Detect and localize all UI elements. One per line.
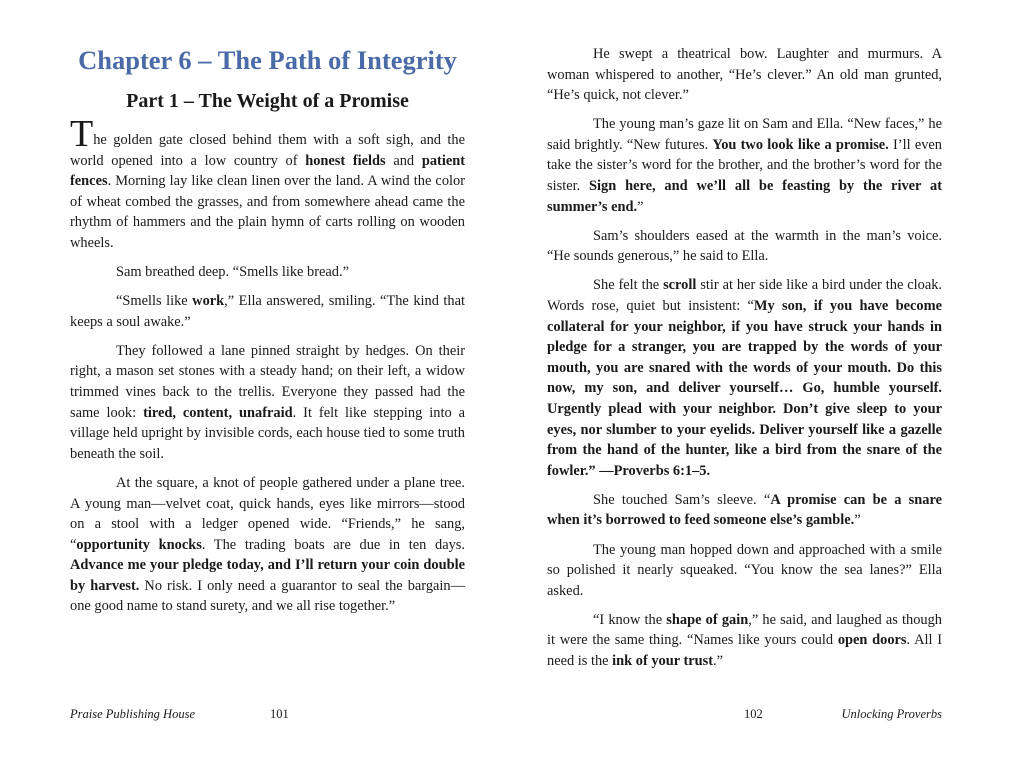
text-run: ” — [637, 198, 644, 215]
paragraph — [70, 341, 465, 465]
bold-text: You two look like a promise. — [712, 136, 889, 153]
bold-text: opportunity knocks — [76, 536, 202, 553]
bold-text: scroll — [663, 277, 697, 294]
text-run: She touched Sam’s sleeve. “ — [593, 491, 771, 508]
text-run: They followed a lane pinned straight by hedges. On their right, a mason set stones with a steady hand; on their left, a widow trimmed vines back to the trellis. Everyone they passed had the same look: — [70, 342, 465, 421]
text-run: . It felt like stepping into a village held upright by invisible cords, each house tied to some truth beneath the soil. — [70, 404, 465, 462]
scripture-paragraph — [547, 275, 942, 481]
text-run: At the square, a knot of people gathered under a plane tree. A young man—velvet coat, quick hands, eyes like mirrors—stood on a stool with a ledger opened wide. “Friends,” he sang, “ — [70, 474, 465, 553]
bold-text: Advance me your pledge today, and I’ll return your coin double by harvest. — [70, 557, 465, 594]
page-number-left: 101 — [270, 707, 289, 721]
drop-cap: T — [70, 113, 94, 155]
paragraph — [547, 610, 942, 672]
text-run: ,” he said, and laughed as though it were the same thing. “Names like yours could — [547, 611, 942, 649]
text-run: . Morning lay like clean linen over the land. A wind the color of wheat combed the grasses, and from somewhere ahead came the rhythm of hammers and the plain hymn of carts rolling on wooden wheels. — [70, 173, 465, 251]
bold-text: open doors — [837, 632, 907, 649]
right-page — [512, 0, 1024, 768]
paragraph — [70, 113, 466, 254]
footer-book-title: Unlocking Proverbs — [841, 707, 942, 721]
bold-text: My son, if you have become collateral for your neighbor, if you have struck your hands in pledge for a stranger, you are trapped by the words of your mouth, you are snared with the words of your mouth. Do this now, my son, and deliver yourself… Go, humble yourself. Urgently plead with your neighbor. Don’t give sleep to your eyes, nor slumber to your eyelids. Deliver yourself like a gazelle from the hand of the hunter, like a bird from the snare of the fowler.” —Proverbs 6:1–5. — [547, 298, 942, 479]
part-title: Part 1 – The Weight of a Promise — [126, 90, 409, 112]
paragraph — [547, 540, 942, 602]
bold-text: A promise can be a snare when it’s borrowed to feed someone else’s gamble. — [547, 491, 942, 529]
bold-text: tired, content, unafraid — [143, 404, 293, 421]
text-run: “Smells like — [116, 293, 193, 310]
text-run: he golden gate closed behind them with a soft sigh, and the world opened into a low country of — [70, 132, 465, 169]
text-run: No risk. I only need a guarantor to seal the bargain—one good name to stand surety, and we all rise together.” — [70, 577, 465, 615]
paragraph — [70, 291, 465, 332]
text-run: . The trading boats are due in ten days. — [201, 536, 465, 553]
paragraph — [547, 114, 942, 217]
text-run: Sam’s shoulders eased at the warmth in the man’s voice. “He sounds generous,” he said to Ella. — [547, 227, 942, 265]
paragraph — [547, 490, 942, 531]
text-run: The young man’s gaze lit on Sam and Ella. “New faces,” he said brightly. “New futures. — [547, 116, 942, 153]
text-run: ” — [854, 512, 861, 529]
bold-text: ink of your trust — [612, 653, 714, 670]
right-page-body — [547, 44, 942, 672]
footer-publisher: Praise Publishing House — [70, 707, 195, 721]
text-run: and — [385, 152, 422, 169]
text-run: “I know the — [593, 611, 667, 628]
paragraph — [547, 44, 942, 106]
bold-text: work — [192, 293, 225, 310]
text-run: I’ll even take the sister’s word for the brother, and the brother’s word for the sister. — [547, 136, 942, 195]
bold-text: honest fields — [305, 152, 386, 169]
bold-text: patient fences — [70, 152, 466, 190]
text-run: Sam breathed deep. “Smells like bread.” — [116, 264, 349, 281]
text-run: ,” Ella answered, smiling. “The kind that keeps a soul awake.” — [70, 293, 465, 330]
bold-text: Sign here, and we’ll all be feasting by the river at summer’s end. — [547, 178, 942, 215]
bold-text: shape of gain — [666, 611, 749, 628]
chapter-title: Chapter 6 – The Path of Integrity — [78, 45, 457, 75]
paragraph — [70, 473, 465, 617]
paragraph — [70, 262, 465, 283]
page-number-right: 102 — [744, 707, 763, 721]
paragraph — [547, 226, 942, 267]
text-run: stir at her side like a bird under the cloak. Words rose, quiet but insistent: “ — [547, 277, 943, 315]
text-run: She felt the — [593, 277, 664, 294]
text-run: The young man hopped down and approached with a smile so polished it nearly squeaked. “You know the sea lanes?” Ella asked. — [547, 541, 942, 599]
text-run: .” — [713, 653, 724, 670]
text-run: He swept a theatrical bow. Laughter and murmurs. A woman whispered to another, “He’s clever.” An old man grunted, “He’s quick, not clever.” — [547, 46, 942, 104]
left-page-body — [70, 113, 466, 617]
text-run: . All I need is the — [547, 632, 942, 670]
